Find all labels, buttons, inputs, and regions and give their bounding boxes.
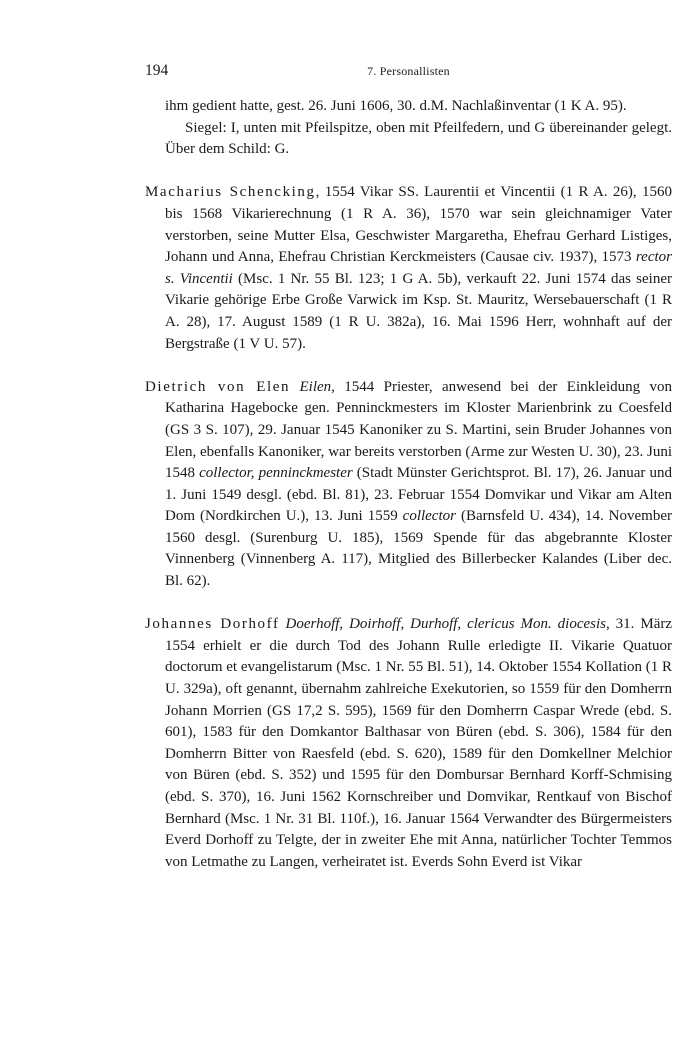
continuation-paragraph: ihm gedient hatte, gest. 26. Juni 1606, 30. d.M. Nachlaßinventar (1 K A. 95). bbox=[165, 98, 627, 114]
entry-name: Johannes Dorhoff bbox=[145, 616, 280, 633]
text-segment: (Stadt Münster Gerichtsprot. Bl. 17), 26. Januar und 1. Juni 1549 desgl. (ebd. Bl. 81), 23. Februar 1554 Domvikar und Vikar am Alten Dom (Nordkirchen U.), 13. Juni 1559 bbox=[165, 465, 673, 525]
italic-text-segment: collector, penninckmester bbox=[199, 465, 353, 482]
text-segment bbox=[290, 379, 299, 395]
text-segment: , 31. März 1554 erhielt er die durch Tod des Johann Rulle erledigte II. Vikarie Quatuor doctorum et evangelistarum (Msc. 1 Nr. 55 Bl. 51), 14. Oktober 1554 Kollation (1 R U. 329a), oft genannt, übernahm zahlreiche Exekutorien, so 1559 für den Domherrn Johann Morrien (GS 17,2 S. 595), 1569 für den Domherrn Caspar Wrede (ebd. S. 601), 1583 für den Domkantor Balthasar von Büren (ebd. S. 306), 1584 für den Domherrn Bitter von Raesfeld (ebd. S. 620), 1589 für den Domkellner Melchior von Büren (ebd. S. 352) und 1595 für den Dombursar Bernhard Korff-Schmising (ebd. S. 370), 16. Juni 1562 Kornschreiber und Domvikar, Rentkauf von Bischof Bernhard (Msc. 1 Nr. 31 Bl. 110f.), 16. Januar 1564 Verwandter des Bürgermeisters Everd Dorhoff zu Telgte, der in zweiter Ehe mit Anna, natürlicher Tochter Temmos von Letmathe zu Langen, verheiratet ist. Everds Sohn Everd ist Vikar bbox=[165, 616, 673, 870]
italic-text-segment: rector s. Vincentii bbox=[165, 249, 672, 287]
page-number: 194 bbox=[145, 62, 169, 79]
text-segment: (Barnsfeld U. 434), 14. November 1560 desgl. (Surenburg U. 185), 1569 Spende für das abgebrannte Kloster Vinnenberg (Vinnenberg A. 117), Mitglied des Billerbecker Kalandes (Liber dec. Bl. 62). bbox=[165, 508, 672, 590]
entry-name: Dietrich von Elen bbox=[145, 378, 291, 395]
page-header bbox=[145, 62, 672, 84]
entry-name: Macharius Schencking bbox=[145, 184, 316, 201]
body-text bbox=[145, 96, 672, 873]
text-segment: , 1554 Vikar SS. Laurentii et Vincentii (1 R A. 26), 1560 bis 1568 Vikarierechnung (1 R A. 36), 1570 war sein gleichnamiger Vater verstorben, seine Mutter Elsa, Geschwister Margaretha, Ehefrau Gerhard Listiges, Johann und Anna, Ehefrau Christian Kerckmeisters (Causae civ. 1937), 1573 bbox=[165, 184, 672, 266]
entry-body bbox=[165, 379, 672, 589]
italic-text-segment: Doerhoff, Doirhoff, Durhoff, clericus Mon. diocesis bbox=[285, 616, 606, 633]
entry-body bbox=[165, 184, 672, 351]
running-head: 7. Personallisten bbox=[367, 64, 450, 78]
entry-johannes-dorhoff bbox=[145, 614, 672, 873]
italic-text-segment: Eilen bbox=[299, 378, 332, 395]
entry-macharius-schencking bbox=[145, 182, 672, 355]
text-segment: (Msc. 1 Nr. 55 Bl. 123; 1 G A. 5b), verkauft 22. Juni 1574 das seiner Vikarie gehörige Erbe Große Varwick im Ksp. St. Mauritz, Wersebauerschaft (1 R A. 28), 17. August 1589 (1 R U. 382a), 16. Mai 1596 Herr, wohnhaft auf der Bergstraße (1 V U. 57). bbox=[165, 270, 672, 352]
seal-description: Siegel: I, unten mit Pfeilspitze, oben mit Pfeilfedern, und G übereinander gelegt. Über dem Schild: G. bbox=[165, 119, 672, 158]
italic-text-segment: collector bbox=[402, 508, 456, 525]
text-segment: , 1544 Priester, anwesend bei der Einkleidung von Katharina Hagebocke gen. Penninckmesters im Kloster Marienbrink zu Coesfeld (GS 3 S. 107), 29. Januar 1545 Kanoniker zu S. Martini, sein Bruder Johannes von Elen, ebenfalls Kanoniker, war bereits verstorben (Arme zur Westen U. 30), 23. Juni 1548 bbox=[165, 378, 672, 482]
entry-dietrich-von-elen bbox=[145, 377, 672, 593]
entry-body bbox=[165, 616, 672, 870]
